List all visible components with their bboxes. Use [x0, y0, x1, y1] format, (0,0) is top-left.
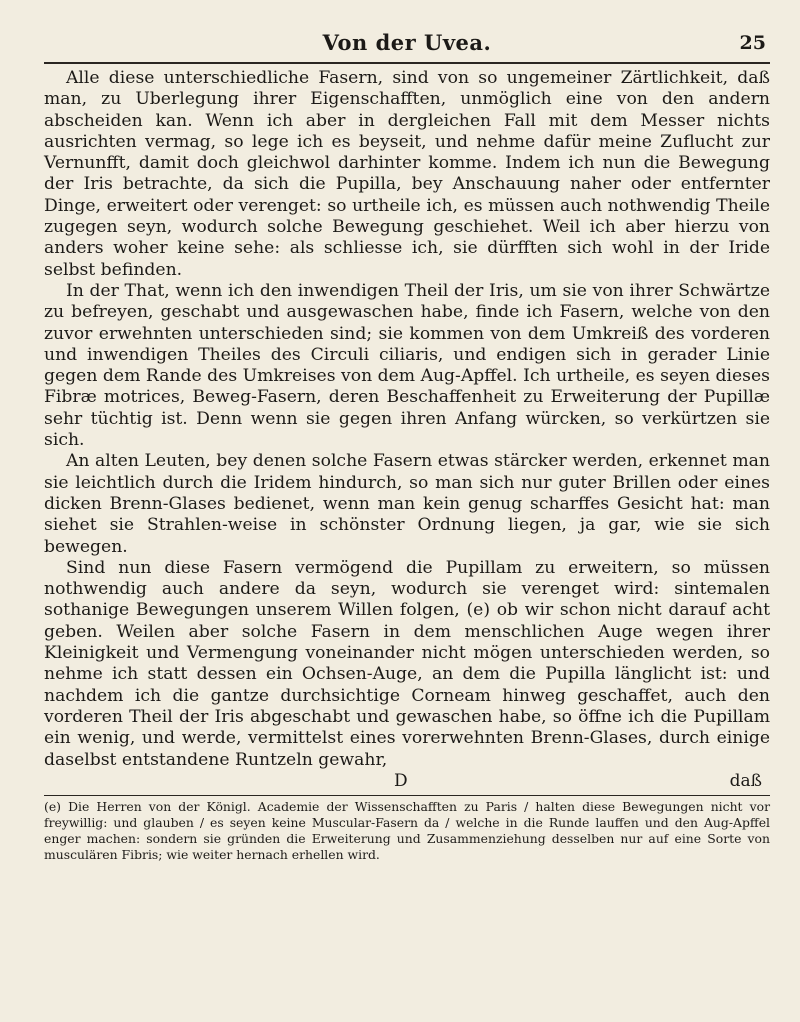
- footnote-rule: [44, 795, 770, 797]
- paragraph: Sind nun diese Fasern vermögend die Pupillam zu erweitern, so müssen nothwendig auch andere da seyn, wodurch sie verenget wird: sintemalen sothanige Bewegungen unserem Willen folgen, (e) ob wir schon nicht darauf acht geben. Weilen aber solche Fasern in dem menschlichen Auge wegen ihrer Kleinigkeit und Vermengung voneinander nicht mögen unterschieden werden, so nehme ich statt dessen ein Ochsen-Auge, an dem die Pupilla länglicht ist: und nachdem ich die gantze durchsichtige Corneam hinweg geschaffet, auch den vorderen Theil der Iris abgeschabt und gewaschen habe, so öffne ich die Pupillam ein wenig, und werde, vermittelst eines vorerwehnten Brenn-Glases, durch einige daselbst entstandene Runtzeln gewahr,: [44, 557, 770, 770]
- footnote: [44, 799, 770, 862]
- catchword: daß: [729, 770, 762, 791]
- paragraph: In der That, wenn ich den inwendigen Theil der Iris, um sie von ihrer Schwärtze zu befreyen, geschabt und ausgewaschen habe, finde ich Fasern, welche von den zuvor erwehnten unterschieden sind; sie kommen von dem Umkreiß des vorderen und inwendigen Theiles des Circuli ciliaris, und endigen sich in gerader Linie gegen dem Rande des Umkreises von dem Aug-Apffel. Ich urtheile, es seyen dieses Fibræ motrices, Beweg-Fasern, deren Beschaffenheit zu Erweiterung der Pupillæ sehr tüchtig ist. Denn wenn sie gegen ihren Anfang würcken, so verkürtzen sie sich.: [44, 280, 770, 451]
- running-title: Von der Uvea.: [322, 30, 492, 55]
- footnote-text: (e) Die Herren von der Königl. Academie der Wissenschafften zu Paris / halten diese Bewegungen nicht vor freywillig: und glauben / es seyen keine Muscular-Fasern da / welche in die Runde lauffen und den Aug-Apffel enger machen: sondern sie gründen die Erweiterung und Zusammenziehung desselben nur auf eine Sorte von musculären Fibris; wie weiter hernach erhellen wird.: [44, 799, 770, 862]
- page-number: 25: [739, 32, 766, 54]
- page-header: [44, 0, 770, 64]
- paragraph: An alten Leuten, bey denen solche Fasern etwas stärcker werden, erkennet man sie leichtlich durch die Iridem hindurch, so man sich nur guter Brillen oder eines dicken Brenn-Glases bedienet, wenn man kein genug scharffes Gesicht hat: man siehet sie Strahlen-weise in schönster Ordnung liegen, ja gar, wie sie sich bewegen.: [44, 451, 770, 557]
- paragraph: Alle diese unterschiedliche Fasern, sind von so ungemeiner Zärtlichkeit, daß man, zu Uberlegung ihrer Eigenschafften, unmöglich eine von den andern abscheiden kan. Wenn ich aber in dergleichen Fall mit dem Messer nichts ausrichten vermag, so lege ich es beyseit, und nehme dafür meine Zuflucht zur Vernunfft, damit doch gleichwol darhinter komme. Indem ich nun die Bewegung der Iris betrachte, da sich die Pupilla, bey Anschauung naher oder entfernter Dinge, erweitert oder verenget: so urtheile ich, es müssen auch nothwendig Theile zugegen seyn, wodurch solche Bewegung geschiehet. Weil ich aber hierzu von anders woher keine sehe: als schliesse ich, sie dürfften sich wohl in der Iride selbst befinden.: [44, 68, 770, 280]
- header-rule: [44, 62, 770, 64]
- main-text: [44, 68, 770, 771]
- signature-mark: D: [394, 770, 408, 791]
- signature-line: [44, 771, 770, 792]
